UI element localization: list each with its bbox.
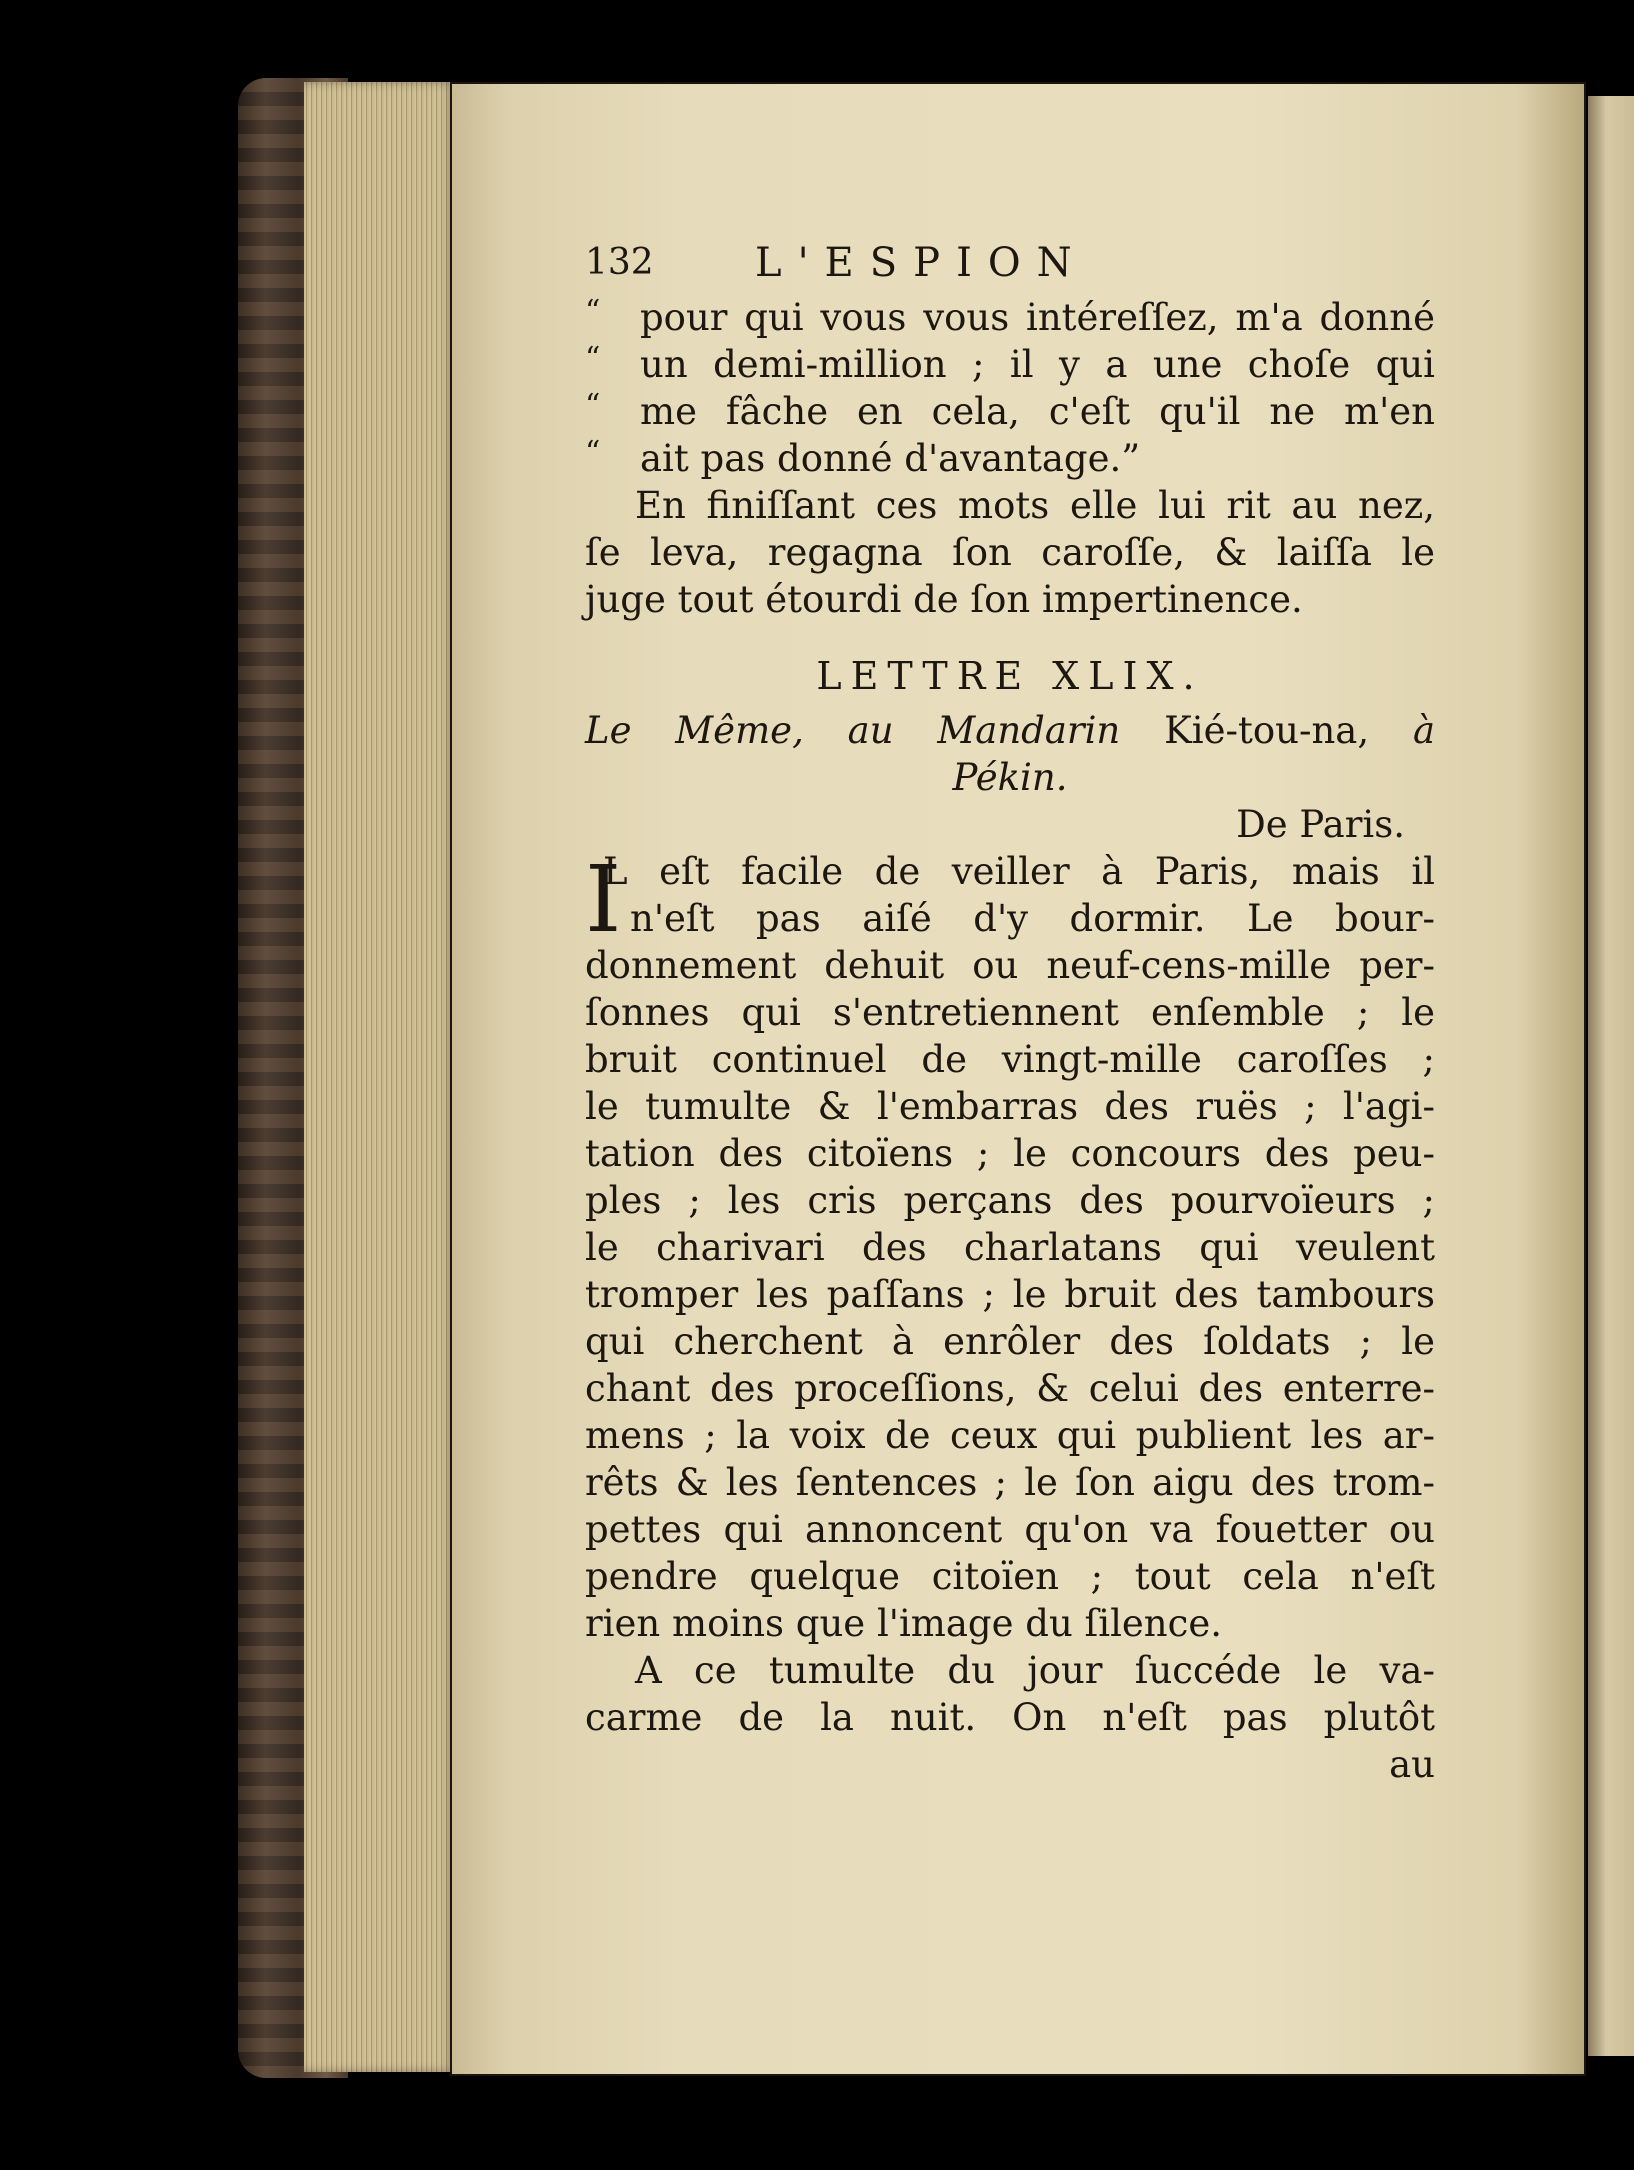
paragraph-line: ples ; les cris perçans des pourvoïeurs ; — [585, 1179, 1435, 1222]
letter-title: LETTRE XLIX. — [816, 654, 1204, 698]
recipient-name: Kié-tou-na, — [1164, 709, 1370, 752]
paragraph-line: donnement dehuit ou neuf-cens-mille per- — [585, 944, 1435, 987]
quote-line — [585, 435, 1435, 482]
paragraph-line: pendre quelque citoïen ; tout cela n'eſt — [585, 1555, 1435, 1598]
paragraph-line: tromper les paſſans ; le bruit des tambours — [585, 1273, 1435, 1316]
paragraph-line: bruit continuel de vingt-mille caroſſes ; — [585, 1038, 1435, 1081]
address-city: Pékin. — [952, 756, 1068, 799]
paragraph-line: L eſt facile de veiller à Paris, mais il — [603, 850, 1435, 893]
paragraph-line: pettes qui annoncent qu'on va fouetter ou — [585, 1508, 1435, 1551]
address-preposition: à — [1412, 709, 1435, 752]
quote-line — [585, 294, 1435, 341]
opening-block — [585, 846, 1435, 953]
quote-mark: “ — [585, 341, 601, 376]
page-text — [585, 232, 1435, 1788]
paragraph-line: rêts & les ſentences ; le ſon aigu des trom- — [585, 1461, 1435, 1504]
paragraph-line: n'eſt pas aiſé d'y dormir. Le bour- — [630, 897, 1435, 940]
quote-line-text: pour qui vous vous intéreſſez, m'a donné — [640, 296, 1435, 339]
quote-mark: “ — [585, 388, 601, 423]
quote-line-text: ait pas donné d'avantage.” — [640, 437, 1141, 480]
letter-address — [585, 707, 1435, 754]
running-title: L'ESPION — [755, 240, 1088, 286]
page-number: 132 — [585, 242, 654, 283]
quote-line-text: un demi-million ; il y a une choſe qui — [640, 343, 1435, 386]
page-header — [585, 232, 1435, 294]
quote-line — [585, 341, 1435, 388]
drop-cap: I — [585, 846, 622, 953]
paragraph-line: le tumulte & l'embarras des ruës ; l'agi- — [585, 1085, 1435, 1128]
dateline: De Paris. — [1236, 803, 1405, 846]
paragraph-line: juge tout étourdi de ſon impertinence. — [585, 578, 1303, 621]
quote-line-text: me fâche en cela, c'eſt qu'il ne m'en — [640, 390, 1435, 433]
paragraph-line: ſe leva, regagna ſon caroſſe, & laiſſa le — [585, 531, 1435, 574]
paragraph-line: A ce tumulte du jour ſuccéde le va- — [635, 1649, 1435, 1692]
address-prefix: Le Même, au Mandarin — [585, 709, 1121, 752]
quote-mark: “ — [585, 294, 601, 329]
paragraph-line: En finiſſant ces mots elle lui rit au nez, — [635, 484, 1435, 527]
catchword: au — [1389, 1743, 1435, 1786]
facing-page-edge — [1588, 96, 1634, 2056]
paragraph-line: carme de la nuit. On n'eſt pas plutôt — [585, 1696, 1435, 1739]
paragraph-line: qui cherchent à enrôler des ſoldats ; le — [585, 1320, 1435, 1363]
quote-mark: “ — [585, 435, 601, 470]
paragraph-line: ſonnes qui s'entretiennent enſemble ; le — [585, 991, 1435, 1034]
paragraph-line: mens ; la voix de ceux qui publient les ar- — [585, 1414, 1435, 1457]
paragraph-line: rien moins que l'image du ſilence. — [585, 1602, 1223, 1645]
page-edges — [304, 82, 456, 2072]
paragraph-line: chant des proceſſions, & celui des enterre- — [585, 1367, 1435, 1410]
paragraph-line: le charivari des charlatans qui veulent — [585, 1226, 1435, 1269]
paragraph-line: tation des citoïens ; le concours des peu- — [585, 1132, 1435, 1175]
quote-line — [585, 388, 1435, 435]
